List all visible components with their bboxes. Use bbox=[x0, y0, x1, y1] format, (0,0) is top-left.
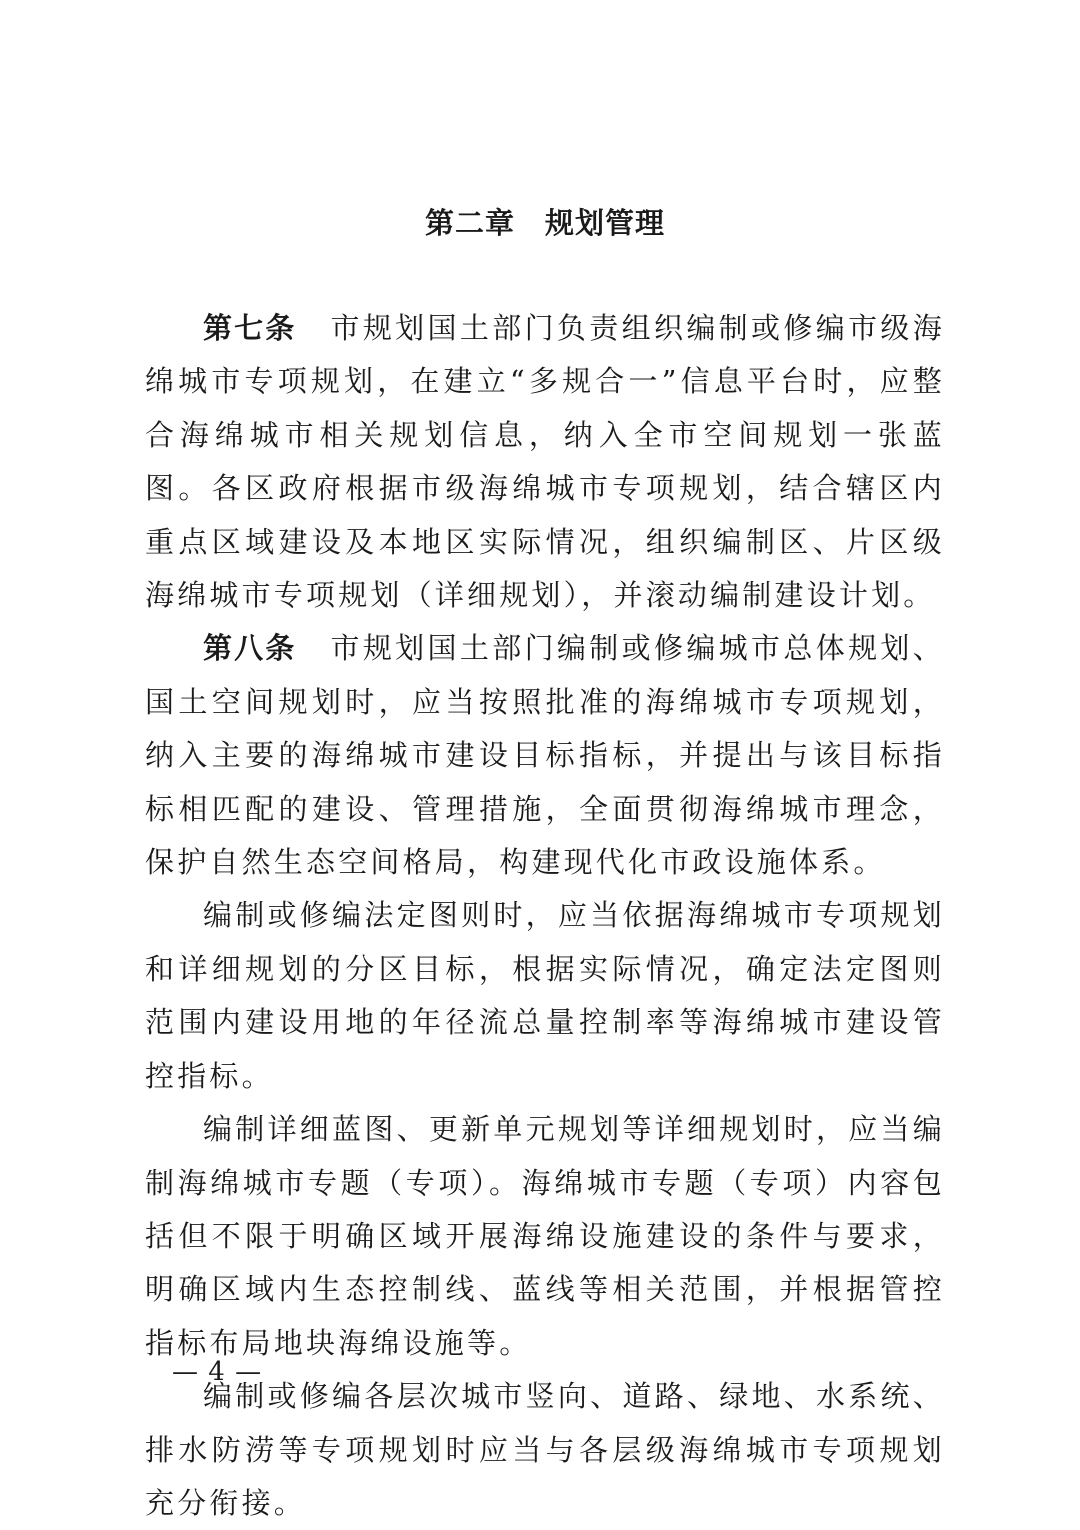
chapter-title: 第二章 规划管理 bbox=[424, 206, 665, 240]
article-7 bbox=[145, 302, 945, 622]
article-8-label: 第八条 bbox=[203, 631, 297, 666]
paragraph-detailed-plan: 编制详细蓝图、更新单元规划等详细规划时，应当编制海绵城市专题（专项）。海绵城市专题（专项）内容包括但不限于明确区域开展海绵设施建设的条件与要求，明确区域内生态控制线、蓝线等相关范围，并根据管控指标布局地块海绵设施等。 bbox=[145, 1112, 945, 1360]
paragraph-statutory-plan: 编制或修编法定图则时，应当依据海绵城市专项规划和详细规划的分区目标，根据实际情况，确定法定图则范围内建设用地的年径流总量控制率等海绵城市建设管控指标。 bbox=[145, 898, 945, 1093]
article-8-text: 市规划国土部门编制或修编城市总体规划、国土空间规划时，应当按照批准的海绵城市专项规划，纳入主要的海绵城市建设目标指标，并提出与该目标指标相匹配的建设、管理措施，全面贯彻海绵城市理念，保护自然生态空间格局，构建现代化市政设施体系。 bbox=[145, 631, 945, 880]
body-text bbox=[145, 302, 945, 1530]
article-7-text: 市规划国土部门负责组织编制或修编市级海绵城市专项规划，在建立“多规合一”信息平台时，应整合海绵城市相关规划信息，纳入全市空间规划一张蓝图。各区政府根据市级海绵城市专项规划，结合辖区内重点区域建设及本地区实际情况，组织编制区、片区级海绵城市专项规划（详细规划），并滚动编制建设计划。 bbox=[145, 311, 945, 613]
article-8 bbox=[145, 622, 945, 889]
paragraph-special-plans: 编制或修编各层次城市竖向、道路、绿地、水系统、排水防涝等专项规划时应当与各层级海绵城市专项规划充分衔接。 bbox=[145, 1379, 945, 1520]
page-number: — 4 — bbox=[172, 1357, 263, 1387]
article-7-label: 第七条 bbox=[203, 311, 297, 345]
